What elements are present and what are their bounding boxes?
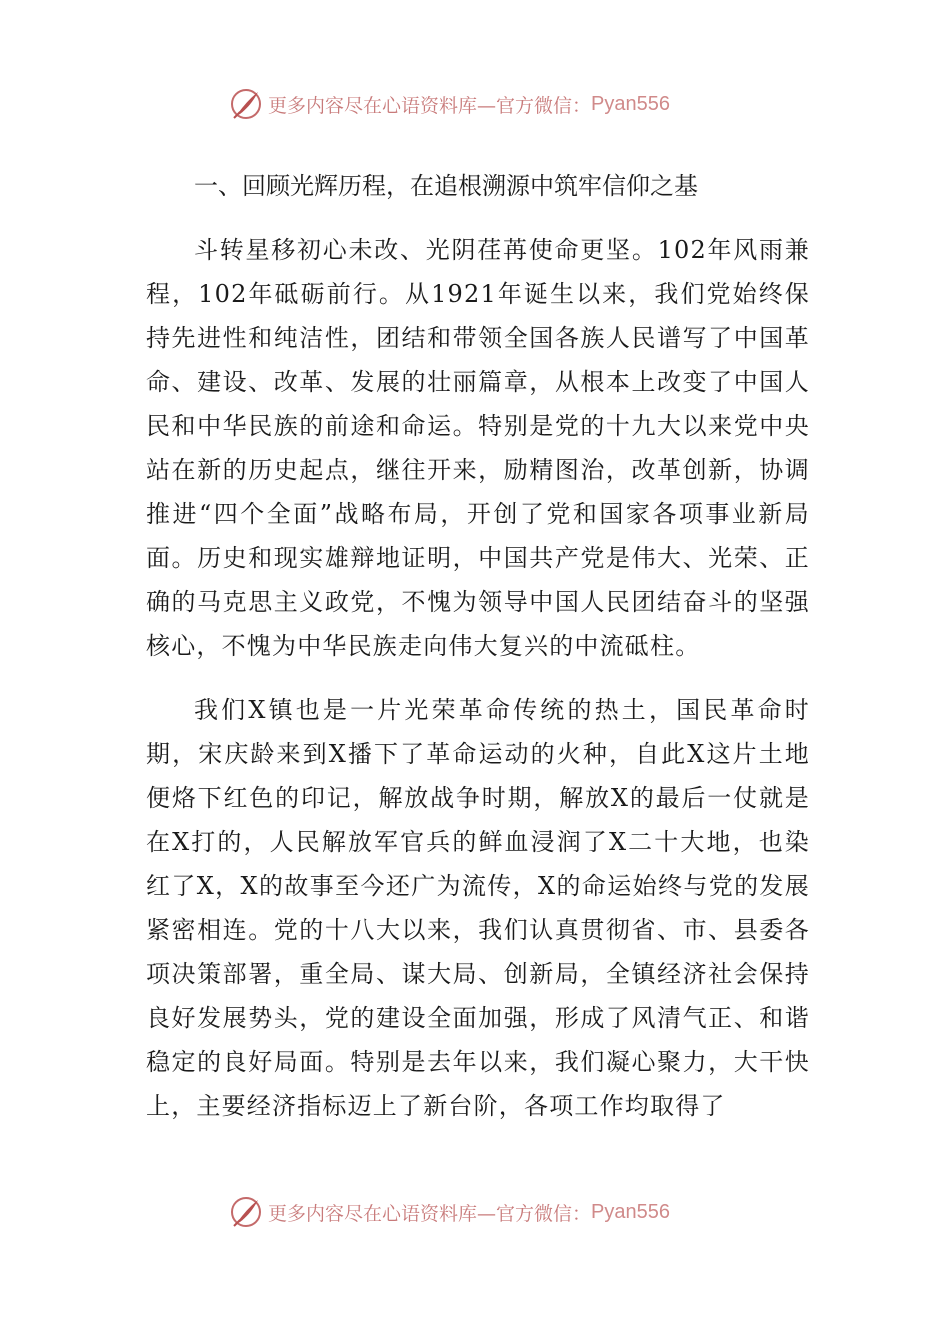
watermark-banner-top [228, 84, 728, 124]
watermark-wechat-id: Pyan556 [591, 92, 670, 115]
quill-logo-icon [228, 1194, 264, 1230]
document-body [146, 164, 810, 1128]
watermark-wechat-id: Pyan556 [591, 1200, 670, 1223]
quill-logo-icon [228, 86, 264, 122]
paragraph-2: 我们X镇也是一片光荣革命传统的热土，国民革命时期，宋庆龄来到X播下了革命运动的火种，自此X这片土地便烙下红色的印记，解放战争时期，解放X的最后一仗就是在X打的，人民解放军官兵的鲜血浸润了X二十大地，也染红了X，X的故事至今还广为流传，X的命运始终与党的发展紧密相连。党的十八大以来，我们认真贯彻省、市、县委各项决策部署，重全局、谋大局、创新局，全镇经济社会保持良好发展势头，党的建设全面加强，形成了风清气正、和谐稳定的良好局面。特别是去年以来，我们凝心聚力，大干快上，主要经济指标迈上了新台阶，各项工作均取得了 [146, 696, 810, 1120]
watermark-banner-bottom [228, 1192, 728, 1232]
paragraph-1: 斗转星移初心未改、光阴荏苒使命更坚。102年风雨兼程，102年砥砺前行。从1921年诞生以来，我们党始终保持先进性和纯洁性，团结和带领全国各族人民谱写了中国革命、建设、改革、发展的壮丽篇章，从根本上改变了中国人民和中华民族的前途和命运。特别是党的十九大以来党中央站在新的历史起点，继往开来，励精图治，改革创新，协调推进“四个全面”战略布局，开创了党和国家各项事业新局面。历史和现实雄辩地证明，中国共产党是伟大、光荣、正确的马克思主义政党，不愧为领导中国人民团结奋斗的坚强核心，不愧为中华民族走向伟大复兴的中流砥柱。 [146, 236, 810, 660]
watermark-text: 更多内容尽在心语资料库—官方微信： [268, 1202, 592, 1225]
section-heading: 一、回顾光辉历程，在追根溯源中筑牢信仰之基 [194, 172, 698, 200]
watermark-text: 更多内容尽在心语资料库—官方微信： [268, 94, 592, 117]
